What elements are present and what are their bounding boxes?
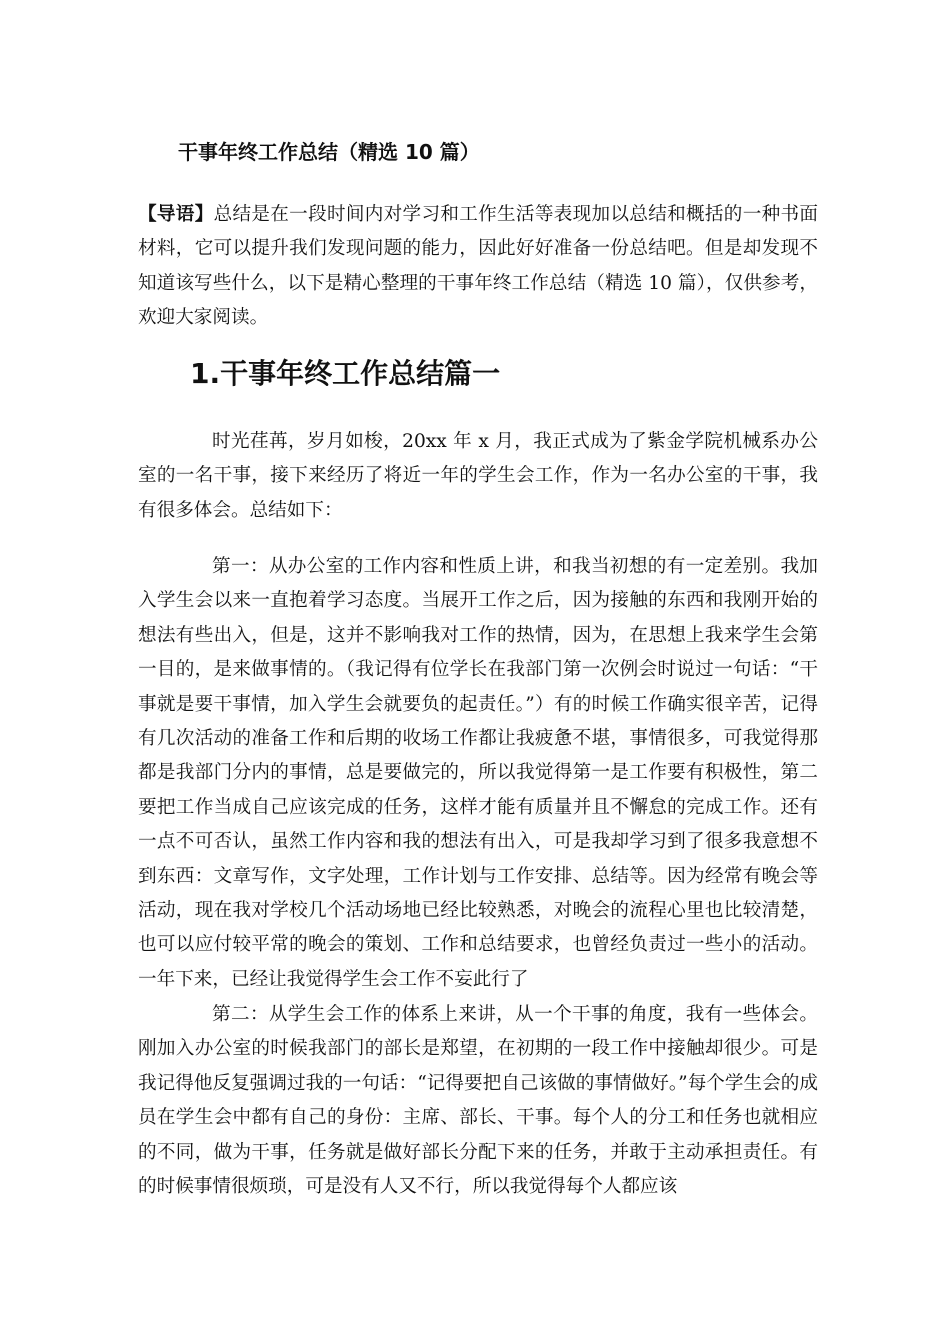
intro-paragraph [138,198,818,336]
document-title: 干事年终工作总结（精选 10 篇） [178,140,480,164]
intro-body: 总结是在一段时间内对学习和工作生活等表现加以总结和概括的一种书面材料，它可以提升我们发现问题的能力，因此好好准备一份总结吧。但是却发现不知道该写些什么，以下是精心整理的干事年终工作总结（精选 10 篇），仅供参考，欢迎大家阅读。 [138,204,818,329]
body-paragraph-3: 第二：从学生会工作的体系上来讲，从一个干事的角度，我有一些体会。刚加入办公室的时候我部门的部长是郑望，在初期的一段工作中接触却很少。可是我记得他反复强调过我的一句话：“记得要把自己该做的事情做好。”每个学生会的成员在学生会中都有自己的身份：主席、部长、干事。每个人的分工和任务也就相应的不同，做为干事，任务就是做好部长分配下来的任务，并敢于主动承担责任。有的时候事情很烦琐，可是没有人又不行，所以我觉得每个人都应该 [138,1004,818,1198]
body-paragraph-1: 时光荏苒，岁月如梭，20xx 年 x 月，我正式成为了紫金学院机械系办公室的一名干事，接下来经历了将近一年的学生会工作，作为一名办公室的干事，我有很多体会。总结如下： [138,431,818,521]
body-paragraph-2: 第一：从办公室的工作内容和性质上讲，和我当初想的有一定差别。我加入学生会以来一直抱着学习态度。当展开工作之后，因为接触的东西和我刚开始的想法有些出入，但是，这并不影响我对工作的热情，因为，在思想上我来学生会第一目的，是来做事情的。（我记得有位学长在我部门第一次例会时说过一句话：“干事就是要干事情，加入学生会就要负的起责任。”）有的时候工作确实很辛苦，记得有几次活动的准备工作和后期的收场工作都让我疲惫不堪，事情很多，可我觉得那都是我部门分内的事情，总是要做完的，所以我觉得第一是工作要有积极性，第二要把工作当成自己应该完成的任务，这样才能有质量并且不懈怠的完成工作。还有一点不可否认，虽然工作内容和我的想法有出入，可是我却学习到了很多我意想不到东西：文章写作，文字处理，工作计划与工作安排、总结等。因为经常有晚会等活动，现在我对学校几个活动场地已经比较熟悉，对晚会的流程心里也比较清楚，也可以应付较平常的晚会的策划、工作和总结要求，也曾经负责过一些小的活动。一年下来，已经让我觉得学生会工作不妄此行了 [138,556,818,990]
intro-lead: 【导语】 [138,204,214,225]
section-heading: 1.干事年终工作总结篇一 [190,357,501,390]
